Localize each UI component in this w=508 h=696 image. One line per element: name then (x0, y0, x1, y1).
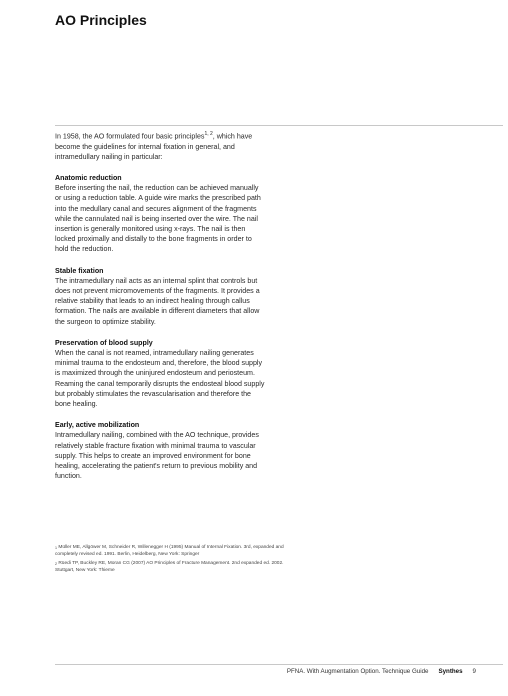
section-blood-supply (55, 338, 265, 409)
footnote-number: 2 (55, 562, 57, 567)
footnotes (55, 545, 285, 577)
intro-text: In 1958, the AO formulated four basic principles (55, 132, 205, 141)
footnote-text: Rüedi TP, Buckley RE, Moran CG (2007) AO Principles of Fracture Management. 2nd expanded ed. 2002. Stuttgart, New York: Thieme (55, 561, 284, 573)
section-heading: Anatomic reduction (55, 173, 122, 182)
footnote-text: Müller ME, Allgöwer M, Schneider R, Willenegger H (1995) Manual of Internal Fixation. 3rd, expanded and completely revised ed. 1991. Berlin, Heidelberg, New York: Springer (55, 545, 284, 557)
section-body: Before inserting the nail, the reduction can be achieved manually or using a reduction table. A guide wire marks the prescribed path into the medullary canal and secures alignment of the fragments while the cannulated nail is being inserted over the wire. The nail insertion is generally monitored using x-rays. The nail is then locked proximally and distally to the bone fragments in order to hold the reduction. (55, 184, 261, 254)
footnote-1 (55, 545, 285, 558)
page-footer (287, 668, 476, 675)
footer-brand: Synthes (438, 668, 463, 675)
bottom-divider (55, 664, 503, 665)
intro-text-continued: , which have become the guidelines for internal fixation in general, and intramedullary nailing in particular: (55, 132, 253, 161)
top-divider (55, 125, 503, 126)
section-heading: Stable fixation (55, 266, 104, 275)
section-body: When the canal is not reamed, intramedullary nailing generates minimal trauma to the endosteum and, therefore, the blood supply is maximized through the uninjured endosteum and periosteum. Reaming the canal temporarily disrupts the endosteal blood supply but probably stimulates the revascularisation and therefore the bone healing. (55, 349, 265, 409)
page-title: AO Principles (55, 12, 147, 28)
page-number: 9 (472, 668, 476, 675)
footnote-number: 1 (55, 546, 57, 550)
main-content (55, 129, 265, 492)
section-heading: Early, active mobilization (55, 421, 140, 430)
footnote-2 (55, 561, 285, 574)
footer-doc-title: PFNA. With Augmentation Option. (286, 668, 381, 675)
section-stable-fixation (55, 266, 265, 327)
footer-guide: Technique Guide (382, 668, 429, 675)
intro-reference: 1, 2 (204, 131, 213, 137)
section-heading: Preservation of blood supply (55, 338, 153, 347)
section-body: The intramedullary nail acts as an internal splint that controls but does not prevent micromovements of the fragments. It provides a relative stability that leads to an indirect healing through callus formation. The nails are available in different diameters that allow the surgeon to optimize stability. (55, 276, 260, 326)
section-anatomic-reduction (55, 173, 265, 255)
section-early-mobilization (55, 420, 265, 481)
intro-paragraph (55, 129, 265, 162)
section-body: Intramedullary nailing, combined with the AO technique, provides relatively stable fracture fixation with minimal trauma to vascular supply. This helps to create an improved environment for bone healing, accelerating the patient's return to previous mobility and function. (55, 431, 259, 481)
